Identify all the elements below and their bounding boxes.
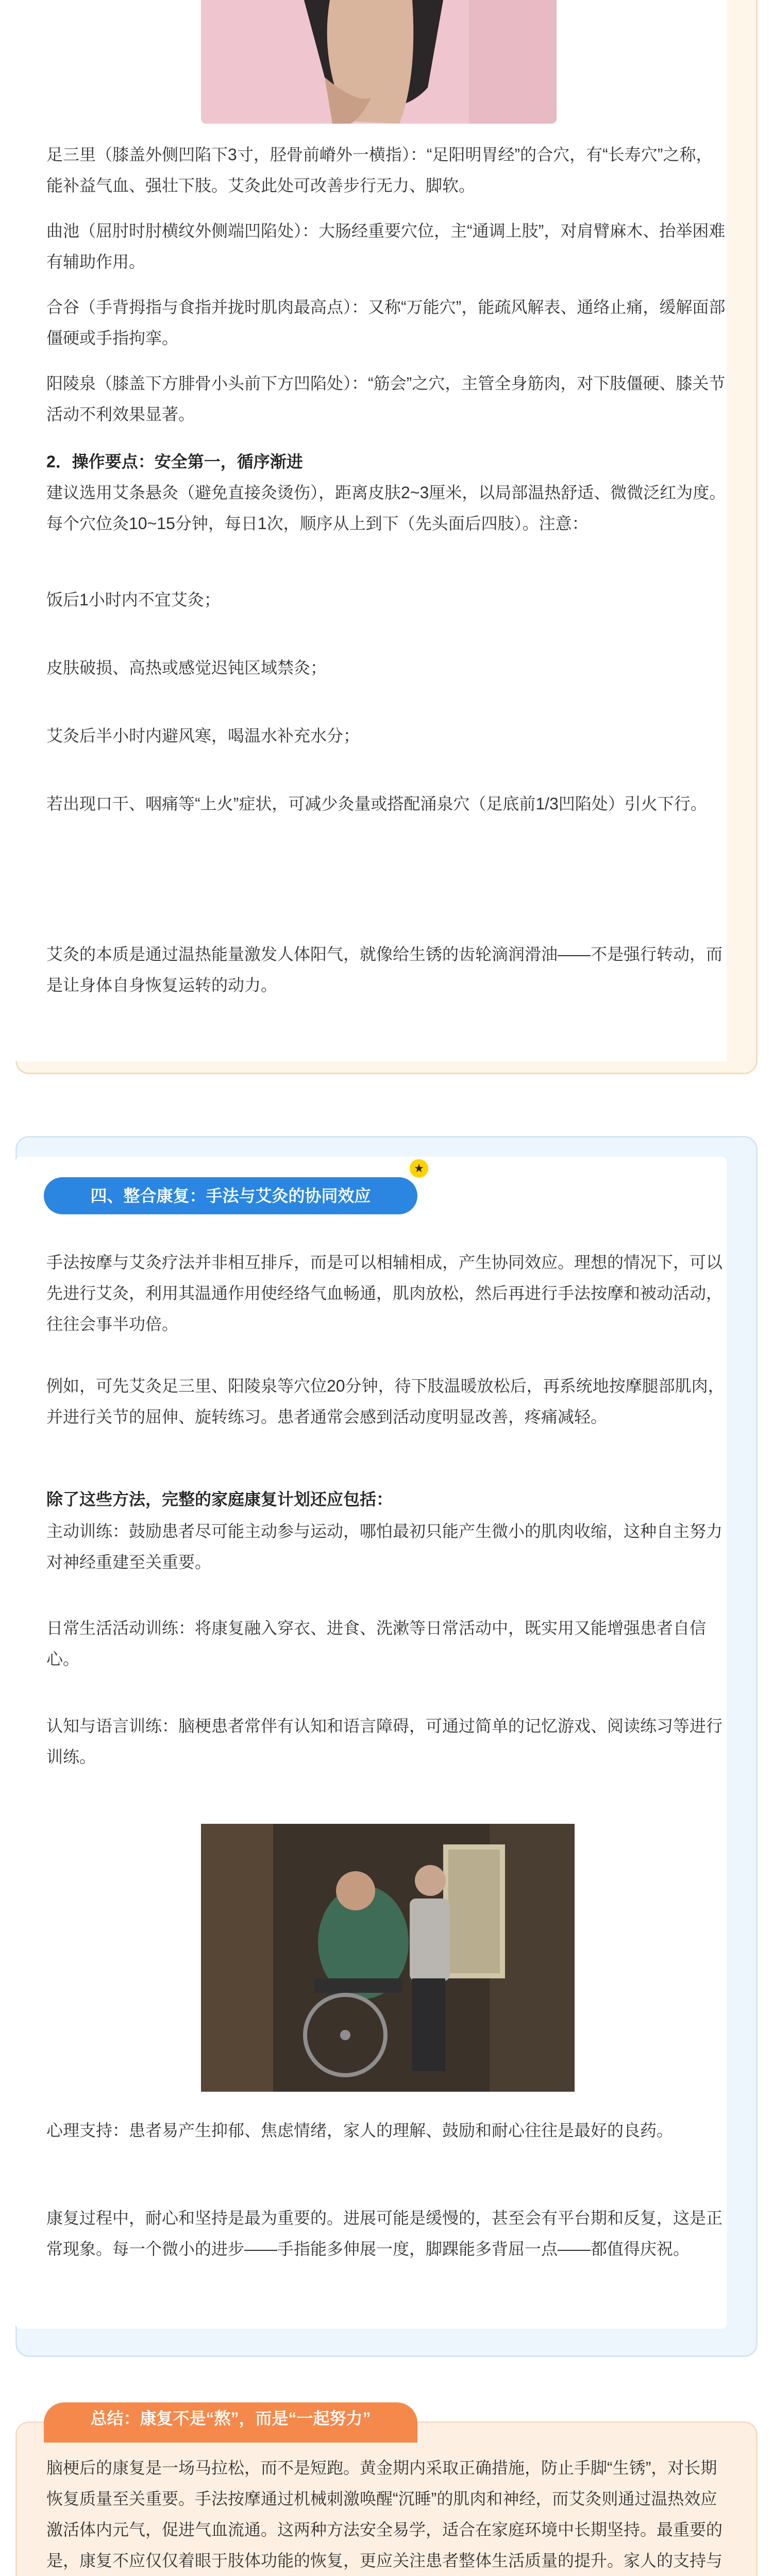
caution-item: 皮肤破损、高热或感觉迟钝区域禁灸； <box>46 658 327 677</box>
section-title: 总结：康复不是“熬”，而是“一起努力” <box>44 2402 417 2443</box>
acupoint-yanglingquan <box>46 368 727 430</box>
acupoint-zusanli <box>46 139 727 201</box>
caregiver-photo <box>201 1824 575 2092</box>
plan-item-label: 认知与语言训练： <box>46 1717 179 1735</box>
paragraph: 手法按摩与艾灸疗法并非相互排斥，而是可以相辅相成，产生协同效应。理想的情况下，可以先进行艾灸，利用其温通作用使经络气血畅通，肌肉放松，然后再进行手法按摩和被动活动，往往会事半功倍。 <box>46 1253 723 1333</box>
acupoint-name: 合谷 <box>46 298 80 316</box>
caution-item: 艾灸后半小时内避风寒，喝温水补充水分； <box>46 726 360 745</box>
acupoint-name: 曲池 <box>46 222 80 240</box>
paragraph: 康复过程中，耐心和坚持是最为重要的。进展可能是缓慢的，甚至会有平台期和反复，这是正常现象。每一个微小的进步——手指能多伸展一度，脚踝能多背屈一点——都值得庆祝。 <box>46 2209 723 2258</box>
acupoint-quchi <box>46 215 727 277</box>
plan-item-label: 主动训练： <box>46 1522 129 1540</box>
operation-text: 建议选用艾条悬灸（避免直接灸烫伤），距离皮肤2~3厘米，以局部温热舒适、微微泛红为度。每个穴位灸10~15分钟，每日1次，顺序从上到下（先头面后四肢）。注意： <box>46 483 726 533</box>
acupoint-description: （手背拇指与食指并拢时肌肉最高点）：又称“万能穴”，能疏风解表、通络止痛，缓解面部僵硬或手指拘挛。 <box>46 298 726 347</box>
psychological-support: 心理支持：患者易产生抑郁、焦虑情绪，家人的理解、鼓励和耐心往往是最好的良药。 <box>46 2121 674 2140</box>
acupoint-hegu <box>46 292 727 353</box>
acupoint-description: （膝盖外侧凹陷下3寸，胫骨前嵴外一横指）：“足阳明胃经”的合穴，有“长寿穴”之称，能补益气血、强壮下肢。艾灸此处可改善步行无力、脚软。 <box>46 145 713 195</box>
acupoint-name: 阳陵泉 <box>46 374 96 393</box>
acupoint-description: （膝盖下方腓骨小头前下方凹陷处）：“筋会”之穴，主管全身筋肉，对下肢僵硬、膝关节活动不利效果显著。 <box>46 374 726 423</box>
plan-item-cognitive <box>46 1710 727 1772</box>
acupoint-description: （屈肘时肘横纹外侧端凹陷处）：大肠经重要穴位，主“通调上肢”，对肩臂麻木、抬举困难有辅助作用。 <box>46 222 726 271</box>
caution-item: 若出现口干、咽痛等“上火”症状，可减少灸量或搭配涌泉穴（足底前1/3凹陷处）引火下行。 <box>46 794 707 813</box>
plan-item-label: 日常生活活动训练： <box>46 1619 195 1637</box>
leg-photo <box>201 0 557 124</box>
plan-heading: 除了这些方法，完整的家庭康复计划还应包括： <box>46 1490 393 1509</box>
paragraph: 例如，可先艾灸足三里、阳陵泉等穴位20分钟，待下肢温暖放松后，再系统地按摩腿部肌肉，并进行关节的屈伸、旋转练习。患者通常会感到活动度明显改善，疼痛减轻。 <box>46 1377 725 1426</box>
section-title: 四、整合康复：手法与艾灸的协同效应 <box>44 1177 417 1214</box>
plan-item-daily-living <box>46 1613 727 1674</box>
caution-item: 饭后1小时内不宜艾灸； <box>46 590 221 609</box>
plan-item-text: 将康复融入穿衣、进食、洗漱等日常活动中，既实用又能增强患者自信心。 <box>46 1619 707 1668</box>
star-icon: ★ <box>410 1159 428 1178</box>
plan-item-active-training <box>46 1516 727 1578</box>
acupoint-name: 足三里 <box>46 145 96 164</box>
operation-heading: 2．操作要点：安全第一，循序渐进 <box>46 452 303 471</box>
plan-item-text: 脑梗患者常伴有认知和语言障碍，可通过简单的记忆游戏、阅读练习等进行训练。 <box>46 1717 723 1766</box>
moxibustion-summary: 艾灸的本质是通过温热能量激发人体阳气，就像给生锈的齿轮滴润滑油——不是强行转动，而是让身体自身恢复运转的动力。 <box>46 945 723 994</box>
summary-text: 脑梗后的康复是一场马拉松，而不是短跑。黄金期内采取正确措施，防止手脚“生锈”，对长期恢复质量至关重要。手法按摩通过机械刺激唤醒“沉睡”的肌肉和神经，而艾灸则通过温热效应激活体内元气，促进气血流通。这两种方法安全易学，适合在家庭环境中长期坚持。最重要的是，康复不应仅仅着眼于肢体功能的恢复，更应关注患者整体生活质量的提升。家人的支持与 <box>46 2459 723 2570</box>
plan-item-text: 鼓励患者尽可能主动参与运动，哪怕最初只能产生微小的肌肉收缩，这种自主努力对神经重建至关重要。 <box>46 1522 723 1571</box>
